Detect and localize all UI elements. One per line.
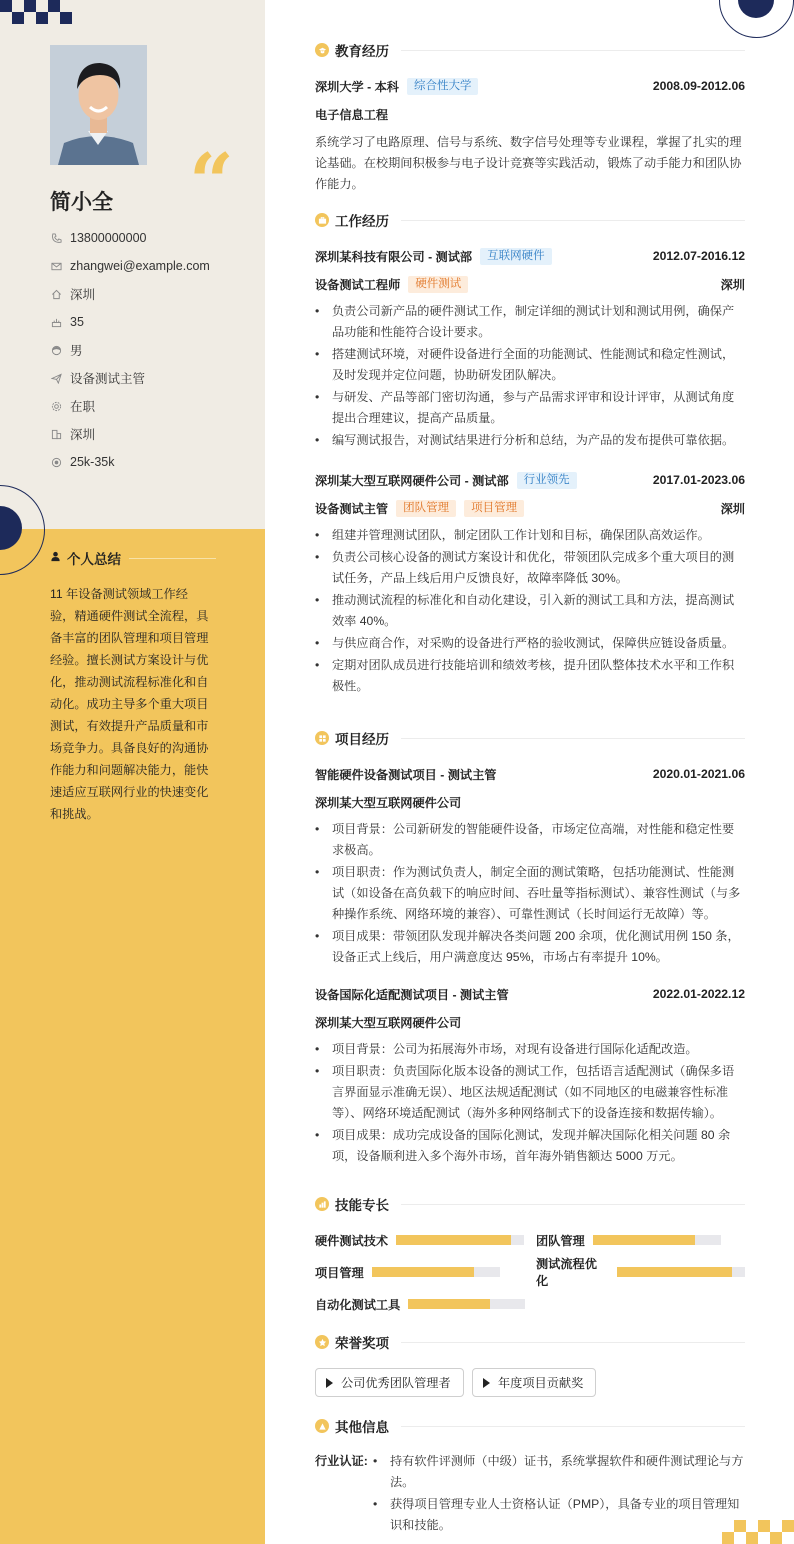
list-item: • 与研发、产品等部门密切沟通，参与产品需求评审和设计评审，从测试角度提出合理建议，提高产品质量。 xyxy=(315,387,745,429)
mail-icon xyxy=(50,260,62,272)
project-header: 智能硬件设备测试项目 - 测试主管 2020.01-2021.06 xyxy=(315,767,745,782)
tag: 团队管理 xyxy=(396,500,456,517)
education-desc: 系统学习了电路原理、信号与系统、数字信号处理等专业课程，掌握了扎实的理论基础。在校期间积极参与电子设计竞赛等实践活动，锻炼了动手能力和团队协作能力。 xyxy=(315,135,742,191)
list-item: • 推动测试流程的标准化和自动化建设，引入新的测试工具和方法，提高测试效率 40%。 xyxy=(315,590,745,632)
user-icon xyxy=(50,549,61,567)
info-location: 深圳 xyxy=(50,280,210,308)
info-age: 35 xyxy=(50,308,210,336)
avatar xyxy=(50,45,147,165)
skill-fill xyxy=(408,1299,490,1309)
job-bullets xyxy=(315,301,745,452)
section-projects: 项目经历 xyxy=(315,728,745,748)
job-header: 深圳某科技有限公司 - 测试部 互联网硬件 2012.07-2016.12 xyxy=(315,249,745,264)
list-item: • 编写测试报告，对测试结果进行分析和总结，为产品的发布提供可靠依据。 xyxy=(315,430,745,451)
skill-fill xyxy=(372,1267,474,1277)
contact-info xyxy=(50,224,210,476)
other-label: 行业认证: xyxy=(315,1454,368,1468)
education-row: 深圳大学 - 本科 综合性大学 2008.09-2012.06 xyxy=(315,79,745,94)
skill-fill xyxy=(593,1235,695,1245)
quote-mark-icon: “ xyxy=(189,137,234,228)
list-item: • 获得项目管理专业人士资格认证（PMP），具备专业的项目管理知识和技能。 xyxy=(373,1494,745,1536)
skill-bar xyxy=(593,1235,721,1245)
grid-icon xyxy=(315,731,329,745)
list-item: • 负责公司核心设备的测试方案设计和优化，带领团队完成多个重大项目的测试任务，产品上线后用户反馈良好，故障率降低 30%。 xyxy=(315,547,745,589)
skill-bar xyxy=(617,1267,745,1277)
list-item: • 项目职责：作为测试负责人，制定全面的测试策略，包括功能测试、性能测试（如设备在高负载下的响应时间、吞吐量等指标测试）、兼容性测试（与多种操作系统、网络环境的兼容）、可靠性测试（长时间运行无故障）等。 xyxy=(315,862,745,925)
skill-item: 项目管理 xyxy=(315,1262,500,1282)
tag: 项目管理 xyxy=(464,500,524,517)
info-gender: 男 xyxy=(50,336,210,364)
project-bullets xyxy=(315,1039,745,1168)
info-position: 设备测试主管 xyxy=(50,364,210,392)
profile-name: 简小全 xyxy=(50,191,113,214)
skill-fill xyxy=(617,1267,732,1277)
section-education: 教育经历 xyxy=(315,40,745,60)
award-icon xyxy=(315,1335,329,1349)
skill-item: 硬件测试技术 xyxy=(315,1230,524,1250)
salary-icon xyxy=(50,456,62,468)
info-status: 在职 xyxy=(50,392,210,420)
tag: 硬件测试 xyxy=(408,276,468,293)
education-icon xyxy=(315,43,329,57)
other-bullets xyxy=(373,1451,745,1537)
skill-bar xyxy=(396,1235,524,1245)
age-icon xyxy=(50,316,62,328)
skill-item: 团队管理 xyxy=(536,1230,721,1250)
skill-bar xyxy=(372,1267,500,1277)
divider xyxy=(401,738,745,739)
list-item: • 项目职责：负责国际化版本设备的测试工作，包括语言适配测试（确保多语言界面显示准确无误）、地区法规适配测试（如不同地区的电磁兼容性标准等）、网络环境适配测试（海外多种网络制式下的设备连接和数据传输）。 xyxy=(315,1061,745,1124)
divider xyxy=(129,558,216,559)
sidebar xyxy=(0,0,265,1544)
status-icon xyxy=(50,400,62,412)
award-badge: 年度项目贡献奖 xyxy=(472,1368,596,1397)
list-item: • 项目成果：带领团队发现并解决各类问题 200 余项，优化测试用例 150 条，设备正式上线后，用户满意度达 95%，市场占有率提升 10%。 xyxy=(315,926,745,968)
tag: 行业领先 xyxy=(517,472,577,489)
info-salary: 25k-35k xyxy=(50,448,210,476)
gender-icon xyxy=(50,344,62,356)
tag: 综合性大学 xyxy=(407,78,479,95)
info-phone: 13800000000 xyxy=(50,224,210,252)
list-item: • 项目成果：成功完成设备的国际化测试，发现并解决国际化相关问题 80 余项，设备顺利进入多个海外市场，首年海外销售额达 5000 万元。 xyxy=(315,1125,745,1167)
info-icon xyxy=(315,1419,329,1433)
list-item: • 组建并管理测试团队，制定团队工作计划和目标，确保团队高效运作。 xyxy=(315,525,745,546)
list-item: • 搭建测试环境，对硬件设备进行全面的功能测试、性能测试和稳定性测试，及时发现并定位问题，协助研发团队解决。 xyxy=(315,344,745,386)
job-bullets xyxy=(315,525,745,698)
divider xyxy=(401,1426,745,1427)
job-role: 设备测试工程师 硬件测试 深圳 xyxy=(315,277,745,292)
job-role: 设备测试主管 团队管理 项目管理 深圳 xyxy=(315,501,745,516)
briefcase-icon xyxy=(315,213,329,227)
divider xyxy=(401,1204,745,1205)
home-icon xyxy=(50,288,62,300)
divider xyxy=(401,220,745,221)
education-major: 电子信息工程 xyxy=(315,107,389,122)
tag: 互联网硬件 xyxy=(480,248,552,265)
divider xyxy=(401,1342,745,1343)
play-icon xyxy=(483,1378,490,1388)
checker-decoration xyxy=(0,0,75,24)
skill-item: 测试流程优化 xyxy=(536,1262,745,1282)
building-icon xyxy=(50,428,62,440)
send-icon xyxy=(50,372,62,384)
list-item: • 持有软件评测师（中级）证书，系统掌握软件和硬件测试理论与方法。 xyxy=(373,1451,745,1493)
project-company: 深圳某大型互联网硬件公司 xyxy=(315,1015,462,1030)
list-item: • 负责公司新产品的硬件测试工作，制定详细的测试计划和测试用例，确保产品功能和性能符合设计要求。 xyxy=(315,301,745,343)
project-header: 设备国际化适配测试项目 - 测试主管 2022.01-2022.12 xyxy=(315,987,745,1002)
list-item: • 定期对团队成员进行技能培训和绩效考核，提升团队整体技术水平和工作积极性。 xyxy=(315,655,745,697)
list-item: • 与供应商合作，对采购的设备进行严格的验收测试，保障供应链设备质量。 xyxy=(315,633,745,654)
skill-fill xyxy=(396,1235,511,1245)
project-bullets xyxy=(315,819,745,969)
project-company: 深圳某大型互联网硬件公司 xyxy=(315,795,462,810)
list-item: • 项目背景：公司新研发的智能硬件设备，市场定位高端，对性能和稳定性要求极高。 xyxy=(315,819,745,861)
section-work: 工作经历 xyxy=(315,210,745,230)
skill-item: 自动化测试工具 xyxy=(315,1294,525,1314)
phone-icon xyxy=(50,232,62,244)
play-icon xyxy=(326,1378,333,1388)
info-city: 深圳 xyxy=(50,420,210,448)
job-header: 深圳某大型互联网硬件公司 - 测试部 行业领先 2017.01-2023.06 xyxy=(315,473,745,488)
divider xyxy=(401,50,745,51)
award-badge: 公司优秀团队管理者 xyxy=(315,1368,464,1397)
section-skills: 技能专长 xyxy=(315,1194,745,1214)
skills-icon xyxy=(315,1197,329,1211)
section-awards: 荣誉奖项 xyxy=(315,1332,745,1352)
section-other: 其他信息 xyxy=(315,1416,745,1436)
summary-text: 11 年设备测试领域工作经验，精通硬件测试全流程，具备丰富的团队管理和项目管理经验。擅长测试方案设计与优化，推动测试流程标准化和自动化。成功主导多个重大项目测试，有效提升产品质量和市场竞争力。具备良好的沟通协作能力和问题解决能力，能快速适应互联网行业的快速变化和挑战。 xyxy=(50,587,209,821)
summary-heading: 个人总结 xyxy=(50,548,216,568)
skill-bar xyxy=(408,1299,525,1309)
info-email: zhangwei@example.com xyxy=(50,252,210,280)
list-item: • 项目背景：公司为拓展海外市场，对现有设备进行国际化适配改造。 xyxy=(315,1039,745,1060)
